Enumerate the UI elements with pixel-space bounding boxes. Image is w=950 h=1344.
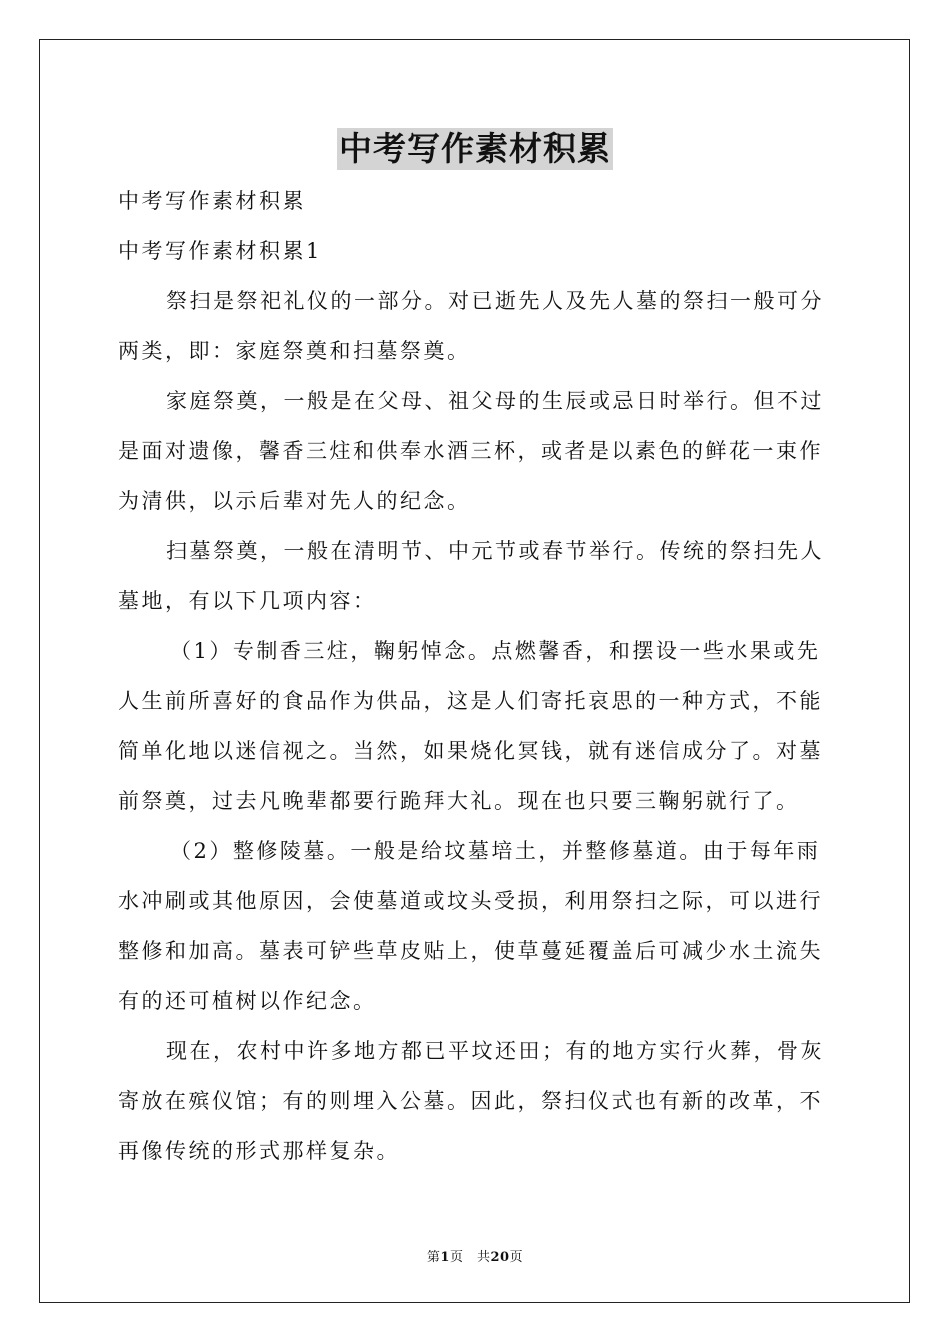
page-footer bbox=[0, 1246, 950, 1265]
footer-suffix: 页 bbox=[509, 1250, 524, 1265]
text-line: 扫墓祭奠，一般在清明节、中元节或春节举行。传统的祭扫先人 bbox=[166, 539, 824, 563]
text-line: （1）专制香三炷，鞠躬悼念。点燃馨香，和摆设一些水果或先 bbox=[170, 639, 821, 663]
text-line: 两类，即：家庭祭奠和扫墓祭奠。 bbox=[118, 339, 471, 363]
text-line: 为清供，以示后辈对先人的纪念。 bbox=[118, 489, 471, 513]
footer-middle: 页 共 bbox=[449, 1250, 491, 1265]
text-line: 中考写作素材积累 bbox=[118, 189, 306, 213]
text-line: 祭扫是祭祀礼仪的一部分。对已逝先人及先人墓的祭扫一般可分 bbox=[166, 289, 824, 313]
text-line: 水冲刷或其他原因，会使墓道或坟头受损，利用祭扫之际，可以进行 bbox=[118, 889, 823, 913]
document-body bbox=[118, 176, 836, 1176]
text-line: 有的还可植树以作纪念。 bbox=[118, 989, 377, 1013]
text-line: 中考写作素材积累1 bbox=[118, 239, 322, 263]
text-line: 是面对遗像，馨香三炷和供奉水酒三杯，或者是以素色的鲜花一束作 bbox=[118, 439, 823, 463]
title-container bbox=[0, 128, 950, 170]
footer-current-page: 1 bbox=[440, 1250, 450, 1265]
text-line: 家庭祭奠，一般是在父母、祖父母的生辰或忌日时举行。但不过 bbox=[166, 389, 824, 413]
text-line: 人生前所喜好的食品作为供品，这是人们寄托哀思的一种方式，不能 bbox=[118, 689, 823, 713]
text-line: 再像传统的形式那样复杂。 bbox=[118, 1139, 400, 1163]
text-line: 整修和加高。墓表可铲些草皮贴上，使草蔓延覆盖后可减少水土流失 bbox=[118, 939, 823, 963]
text-line: 现在，农村中许多地方都已平坟还田；有的地方实行火葬，骨灰 bbox=[166, 1039, 824, 1063]
document-title: 中考写作素材积累 bbox=[339, 129, 611, 168]
text-line: （2）整修陵墓。一般是给坟墓培土，并整修墓道。由于每年雨 bbox=[170, 839, 821, 863]
text-line: 墓地，有以下几项内容： bbox=[118, 589, 377, 613]
footer-total-pages: 20 bbox=[490, 1250, 510, 1265]
text-line: 寄放在殡仪馆；有的则埋入公墓。因此，祭扫仪式也有新的改革，不 bbox=[118, 1089, 823, 1113]
footer-prefix: 第 bbox=[426, 1250, 441, 1265]
text-line: 简单化地以迷信视之。当然，如果烧化冥钱，就有迷信成分了。对墓 bbox=[118, 739, 823, 763]
text-line: 前祭奠，过去凡晚辈都要行跪拜大礼。现在也只要三鞠躬就行了。 bbox=[118, 789, 800, 813]
